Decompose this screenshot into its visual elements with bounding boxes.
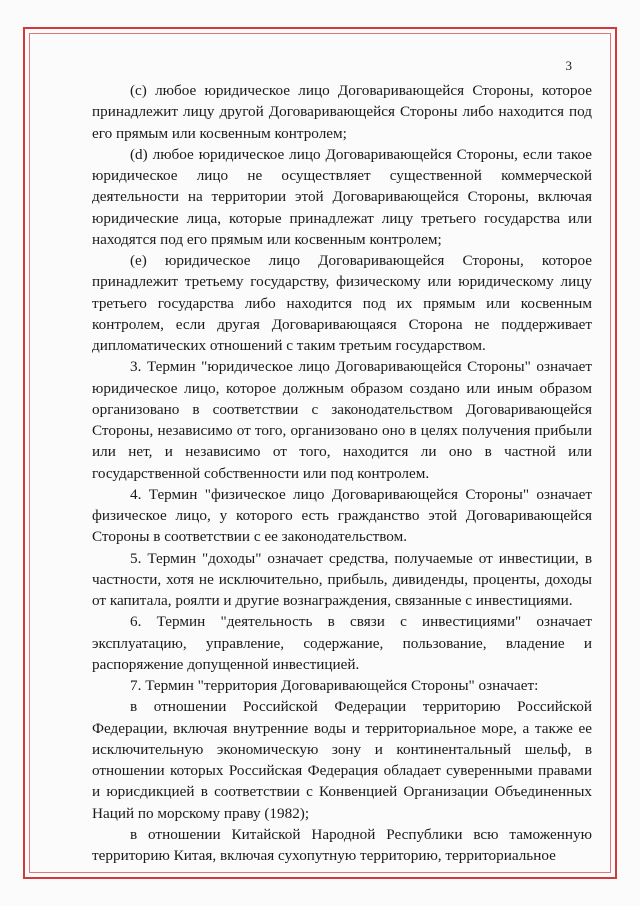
page-number: 3 bbox=[565, 58, 572, 73]
paragraph-3: 3. Термин "юридическое лицо Договаривающейся Стороны" означает юридическое лицо, которое должным образом создано или иным образом организовано в соответствии с законодательством Договаривающейся Стороны, независимо от того, организовано оно в целях получения прибыли или нет, и независимо от того, находится ли оно в частной или государственной собственности или под контролем. bbox=[92, 358, 592, 482]
paragraph-5: 5. Термин "доходы" означает средства, получаемые от инвестиции, в частности, хотя не исключительно, прибыль, дивиденды, проценты, доходы от капитала, роялти и другие вознаграждения, связанные с инвестициями. bbox=[92, 549, 592, 609]
paragraph-7-russia: в отношении Российской Федерации территорию Российской Федерации, включая внутренние воды и территориальное море, а также ее исключительную экономическую зону и континентальный шельф, в отношении которых Российская Федерация обладает суверенными правами и юрисдикцией в соответствии с Конвенцией Организации Объединенных Наций по морскому праву (1982); bbox=[92, 698, 592, 822]
paragraph-7-china: в отношении Китайской Народной Республики всю таможенную территорию Китая, включая сухопутную территорию, территориальное bbox=[92, 825, 592, 864]
paragraph-4: 4. Термин "физическое лицо Договаривающейся Стороны" означает физическое лицо, у которого есть гражданство этой Договаривающейся Стороны в соответствии с ее законодательством. bbox=[92, 485, 592, 546]
paragraph-e: (e) юридическое лицо Договаривающейся Стороны, которое принадлежит третьему государству, физическому или юридическому лицу третьего государства либо находится под их прямым или косвенным контролем, если другая Договаривающаяся Сторона не поддерживает дипломатических отношений с таким третьим государством. bbox=[92, 252, 592, 354]
paragraph-7: 7. Термин "территория Договаривающейся Стороны" означает: bbox=[130, 677, 539, 694]
paragraph-d: (d) любое юридическое лицо Договаривающейся Стороны, если такое юридическое лицо не осуществляет существенной коммерческой деятельности на территории этой Договаривающейся Стороны, включая юридические лица, которые принадлежат лицу третьего государства или находятся под его прямым или косвенным контролем; bbox=[92, 145, 592, 248]
paragraph-c: (c) любое юридическое лицо Договаривающейся Стороны, которое принадлежит лицу другой Договаривающейся Стороны либо находится под его прямым или косвенным контролем; bbox=[92, 82, 592, 142]
document-body bbox=[92, 80, 592, 866]
paragraph-6: 6. Термин "деятельность в связи с инвестициями" означает эксплуатацию, управление, содержание, пользование, владение и распоряжение допущенной инвестицией. bbox=[92, 613, 592, 673]
